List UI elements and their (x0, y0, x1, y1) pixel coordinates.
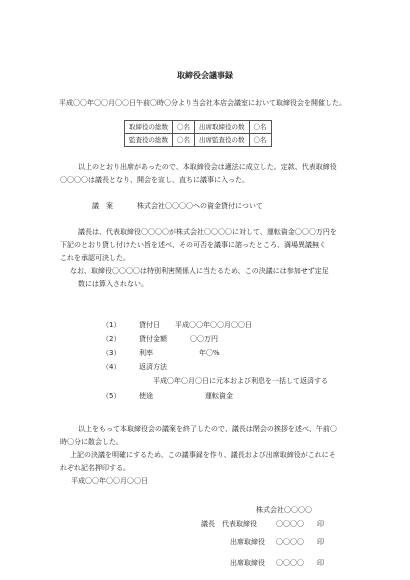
table-cell: 〇名 (173, 134, 195, 147)
item-label: 利率 (139, 349, 153, 357)
item-label: 貸付日 (139, 321, 160, 329)
repayment-detail: 平成〇年〇月〇日に元本および利息を一括して返済する (153, 377, 328, 385)
signer-role: 出席取締役 (230, 538, 265, 546)
seal-mark: 印 (317, 559, 324, 567)
paragraph-line: 数には算入されない。 (78, 280, 148, 288)
signer-name: 〇〇〇〇 (276, 538, 304, 546)
paragraph-line: 議長は、代表取締役〇〇〇〇が株式会社〇〇〇〇に対して、運転資金〇〇〇万円を (78, 228, 337, 236)
item-number: （1） (102, 321, 121, 329)
item-label: 貸付金額 (139, 335, 167, 343)
item-label: 返済方法 (139, 363, 167, 371)
signer-name: 〇〇〇〇 (276, 520, 304, 528)
table-row (125, 121, 272, 134)
item-value: 年〇% (199, 349, 220, 357)
item-number: （4） (102, 363, 121, 371)
paragraph-line: 〇〇〇〇は議長となり、開会を宣し、直ちに議事に入った。 (60, 176, 249, 184)
item-value: 平成〇〇年〇〇月〇〇日 (175, 321, 252, 329)
intro-text: 平成〇〇年〇〇月〇〇日午前〇時〇分より当会社本店会議室において取締役会を開催した。 (59, 99, 346, 107)
paragraph-line: 時〇分に散会した。 (60, 438, 123, 446)
paragraph-line: 下記のとおり貸し付けたい旨を述べ、その可否を議事に諮ったところ、満場異議無く (60, 241, 326, 249)
paragraph-line: 以上をもって本取締役会の議案を終了したので、議長は閉会の挨拶を述べ、午前〇 (78, 425, 337, 433)
table-cell: 取締役の総数 (125, 121, 173, 134)
seal-mark: 印 (317, 538, 324, 546)
paragraph-line: なお、取締役〇〇〇〇は特別利害関係人に当たるため、この決議には参加せず定足 (70, 267, 329, 275)
item-number: （3） (102, 349, 121, 357)
paragraph-line: れぞれ記名押印する。 (60, 464, 130, 472)
signer-name: 〇〇〇〇 (276, 559, 304, 567)
table-cell: 〇名 (173, 121, 195, 134)
paragraph-line: 上記の決議を明確にするため、この議事録を作り、議長および出席取締役がこれにそ (70, 451, 336, 459)
item-value: 〇〇万円 (190, 335, 218, 343)
item-number: （5） (102, 392, 121, 400)
table-row (125, 134, 272, 147)
table-cell: 出席監査役の数 (195, 134, 250, 147)
seal-mark: 印 (317, 520, 324, 528)
table-cell: 出席取締役の数 (195, 121, 250, 134)
signer-role: 出席取締役 (230, 559, 265, 567)
document-date: 平成〇〇年〇〇月〇〇日 (71, 477, 148, 485)
paragraph-line: これを承認可決した。 (60, 254, 130, 262)
page-title: 取締役会議事録 (177, 70, 233, 80)
attendance-table (124, 120, 272, 147)
company-name: 株式会社〇〇〇〇 (256, 506, 312, 514)
item-label: 使途 (139, 392, 153, 400)
table-cell: 監査役の総数 (125, 134, 173, 147)
signer-role: 議長 代表取締役 (201, 520, 257, 528)
item-value: 運転資金 (205, 392, 233, 400)
agenda-label: 議 案 (92, 202, 113, 210)
agenda-text: 株式会社〇〇〇〇への資金貸付について (137, 202, 263, 210)
table-cell: 〇名 (249, 134, 271, 147)
table-cell: 〇名 (249, 121, 271, 134)
item-number: （2） (102, 335, 121, 343)
paragraph-line: 以上のとおり出席があったので、本取締役会は適法に成立した。定款、代表取締役 (78, 163, 337, 171)
